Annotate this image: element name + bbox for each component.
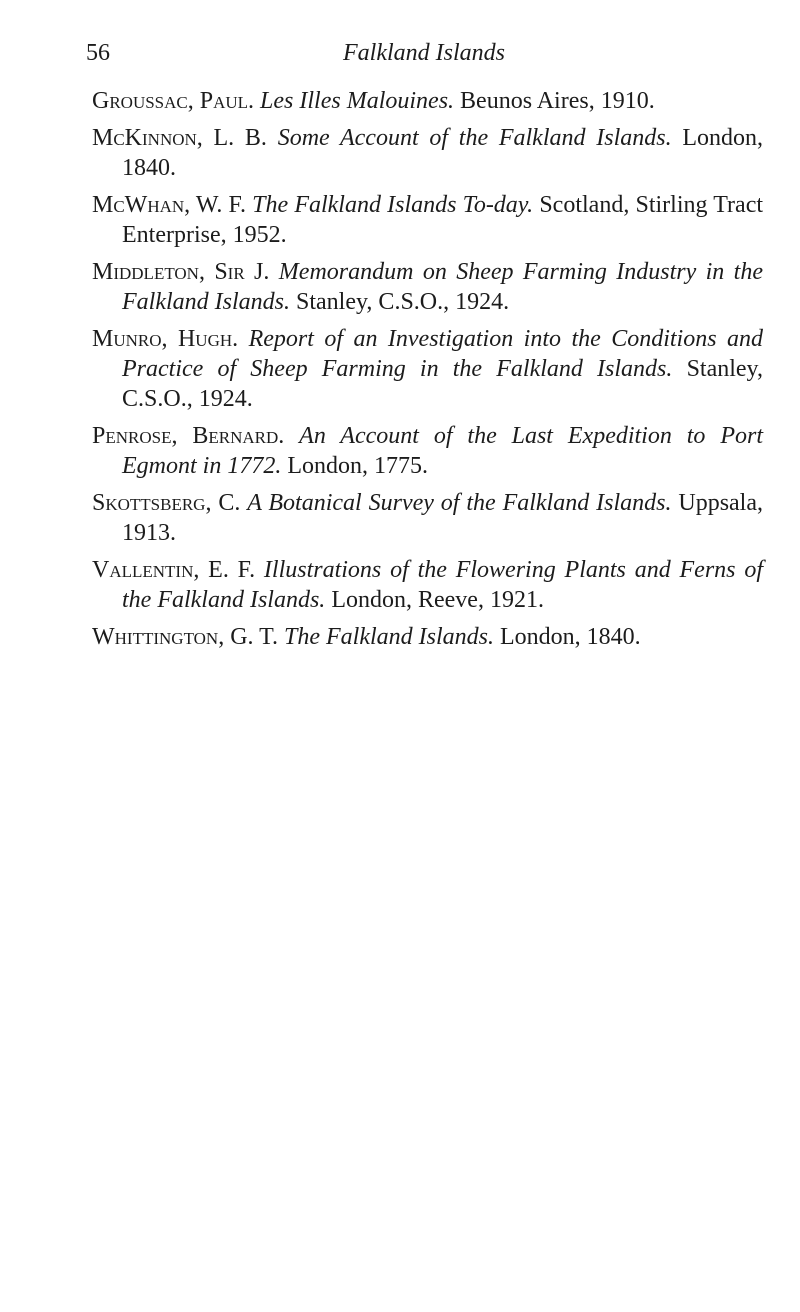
bibliography-entry	[92, 555, 763, 615]
bibliography-entry	[92, 123, 763, 183]
bibliography-entry	[92, 421, 763, 481]
bibliography-entry	[92, 257, 763, 317]
bibliography-entry	[92, 324, 763, 414]
bibliography-entry	[92, 622, 763, 652]
entry-author: Middleton, Sir J.	[92, 259, 270, 285]
page-number: 56	[86, 40, 110, 66]
bibliography-entry	[92, 488, 763, 548]
entry-details: London, 1840.	[499, 624, 641, 650]
entry-author: Munro, Hugh.	[92, 326, 239, 352]
entry-author: Penrose, Bernard.	[92, 423, 285, 449]
entry-author: Skottsberg, C.	[92, 490, 241, 516]
entry-title: Les Illes Malouines.	[260, 88, 455, 114]
entry-author: McWhan, W. F.	[92, 192, 246, 218]
entry-title: An Account of the Last Expedition to Port Egmont in 1772.	[122, 423, 763, 479]
entry-title: The Falkland Islands.	[283, 624, 494, 650]
entry-details: Scotland, Stirling Tract Enterprise, 1952.	[122, 192, 764, 248]
entry-author: Vallentin, E. F.	[92, 557, 256, 583]
running-title: Falkland Islands	[343, 40, 505, 66]
bibliography-list	[92, 86, 763, 659]
bibliography-entry	[92, 86, 763, 116]
entry-details: Stanley, C.S.O., 1924.	[296, 289, 510, 315]
entry-title: The Falkland Islands To-day.	[252, 192, 534, 218]
entry-details: London, Reeve, 1921.	[331, 587, 544, 613]
entry-author: Whittington, G. T.	[92, 624, 278, 650]
entry-details: London, 1775.	[287, 453, 428, 479]
entry-title: Memorandum on Sheep Farming Industry in the Falkland Islands.	[122, 259, 764, 315]
entry-details: Uppsala, 1913.	[122, 490, 764, 546]
entry-details: Stanley, C.S.O., 1924.	[122, 356, 763, 412]
entry-author: McKinnon, L. B.	[92, 125, 267, 151]
entry-title: Illustrations of the Flowering Plants and Ferns of the Falkland Islands.	[122, 557, 763, 613]
entry-title: A Botanical Survey of the Falkland Islands.	[247, 490, 672, 516]
entry-details: Beunos Aires, 1910.	[460, 88, 655, 114]
page-header	[86, 40, 766, 80]
entry-title: Report of an Investigation into the Conditions and Practice of Sheep Farming in the Falkland Islands.	[122, 326, 764, 382]
entry-author: Groussac, Paul.	[92, 88, 255, 114]
entry-title: Some Account of the Falkland Islands.	[277, 125, 672, 151]
entry-details: London, 1840.	[122, 125, 763, 181]
bibliography-entry	[92, 190, 763, 250]
